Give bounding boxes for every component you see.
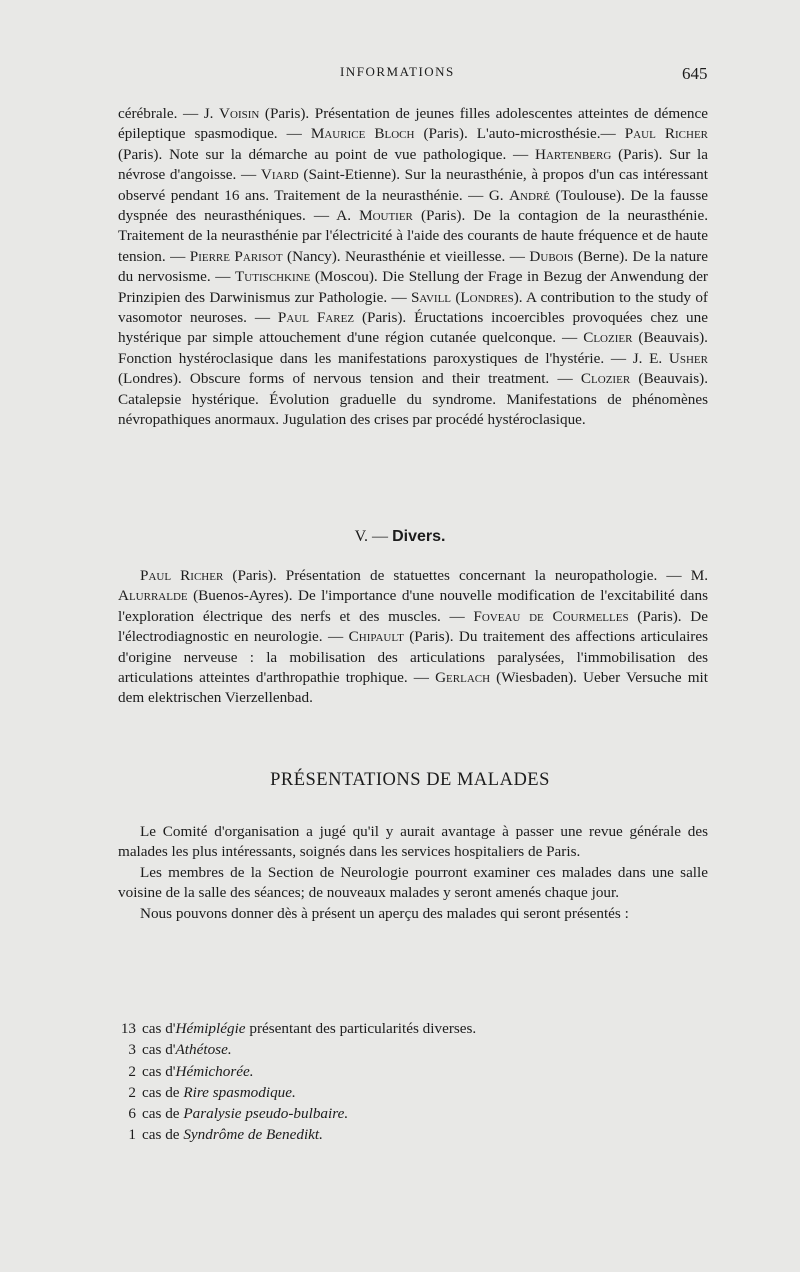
author-name: Dubois [529, 247, 574, 265]
list-item: 2 cas d'Hémichorée. [128, 1062, 254, 1080]
author-name: Chipault [348, 628, 404, 646]
author-name: Clozier [583, 329, 633, 347]
presentations-paragraph: Le Comité d'organisation a jugé qu'il y aurait avantage à passer une revue générale des malades les plus intéressants, soignés dans les services hospitaliers de Paris. [118, 823, 708, 861]
presentations-paragraph: Nous pouvons donner dès à présent un aperçu des malades qui seront présentés : [140, 904, 629, 922]
presentations-paragraph: Les membres de la Section de Neurologie pourront examiner ces malades dans une salle voisine de la salle des séances; de nouveaux malades y seront amenés chaque jour. [118, 863, 708, 902]
section-heading-divers: V. — Divers. [354, 528, 446, 545]
running-title: INFORMATIONS [340, 64, 455, 79]
divers-paragraph: Paul Richer (Paris). Présentation de statuettes concernant la neuropathologie. — M. Alurralde (Buenos-Ayres). De l'importance d'une nouvelle modification de l'excitabilité dans l'exploration électrique des nerfs et des muscles. — Foveau de Courmelles (Paris). De l'électrodiagnostic en neurologie. — Chipault (Paris). Du traitement des affections articulaires d'origine nerveuse : la mobilisation des articulations paralysées, l'immobilisation des articulations atteintes d'arthropathie trophique. — Gerlach (Wiesbaden). Ueber Versuche mit dem elektrischen Vierzellenbad. [118, 567, 709, 707]
list-item: 6 cas de Paralysie pseudo-bulbaire. [128, 1105, 349, 1123]
author-name: Foveau de Courmelles [473, 607, 629, 625]
list-item: 1 cas de Syndrôme de Benedikt. [128, 1126, 323, 1144]
author-name: Maurice Bloch [310, 125, 415, 143]
author-name: Moutier [359, 207, 413, 225]
author-name: André [509, 186, 551, 204]
presentations-heading: PRÉSENTATIONS DE MALADES [270, 770, 550, 790]
list-item: 13 cas d'Hémiplégie présentant des particularités diverses. [120, 1020, 477, 1037]
author-name: Usher [668, 349, 708, 367]
author-name: Alurralde [118, 587, 188, 605]
author-name: Tutischkine [235, 268, 311, 286]
author-name: Pierre Parisot [189, 247, 283, 265]
author-name: Savill [410, 288, 452, 306]
presentations-body [118, 822, 708, 924]
list-item: 3 cas d'Athétose. [128, 1041, 232, 1059]
author-name: Clozier [580, 370, 631, 388]
author-name: Hartenberg [535, 145, 612, 163]
case-list [118, 1018, 718, 1146]
author-name: Voisin [219, 105, 260, 122]
page-number: 645 [682, 64, 708, 83]
author-name: Gerlach [435, 669, 491, 687]
city-name: Londres [460, 288, 514, 306]
author-name: Viard [260, 166, 299, 184]
communications-paragraph: cérébrale. — J. Voisin (Paris). Présentation de jeunes filles adolescentes atteintes de démence épileptique spasmodique. — Maurice Bloch (Paris). L'auto-microsthésie.— Paul Richer (Paris). Note sur la démarche au point de vue pathologique. — Hartenberg (Paris). Sur la névrose d'angoisse. — Viard (Saint-Etienne). Sur la neurasthénie, à propos d'un cas intéressant observé pendant 16 ans. Traitement de la neurasthénie. — G. André (Toulouse). De la fausse dyspnée des neurasthéniques. — A. Moutier (Paris). De la contagion de la neurasthénie. Traitement de la neurasthénie par l'électricité à l'aide des courants de haute fréquence et de haute tension. — Pierre Parisot (Nancy). Neurasthénie et vieillesse. — Dubois (Berne). De la nature du nervosisme. — Tutischkine (Moscou). Die Stellung der Frage in Bezug der Anwendung der Prinzipien des Darwinismus zur Pathologie. — Savill (Londres). A contribution to the study of vasomotor neuroses. — Paul Farez (Paris). Éructations incoercibles provoquées chez une hystérique par simple attouchement d'une région cutanée quelconque. — Clozier (Beauvais). Fonction hystéroclasique dans les manifestations paroxystiques de l'hystérie. — J. E. Usher (Londres). Obscure forms of nervous tension and their treatment. — Clozier (Beauvais). Catalepsie hystérique. Évolution graduelle du syndrome. Manifestations de phénomènes névropathiques anormaux. Jugulation des crises par procédé hystéroclasique. [118, 105, 708, 429]
list-item: 2 cas de Rire spasmodique. [128, 1083, 296, 1101]
author-name: Paul Farez [277, 309, 355, 327]
author-name: Paul Richer [624, 125, 708, 143]
author-name: Paul Richer [140, 567, 224, 584]
